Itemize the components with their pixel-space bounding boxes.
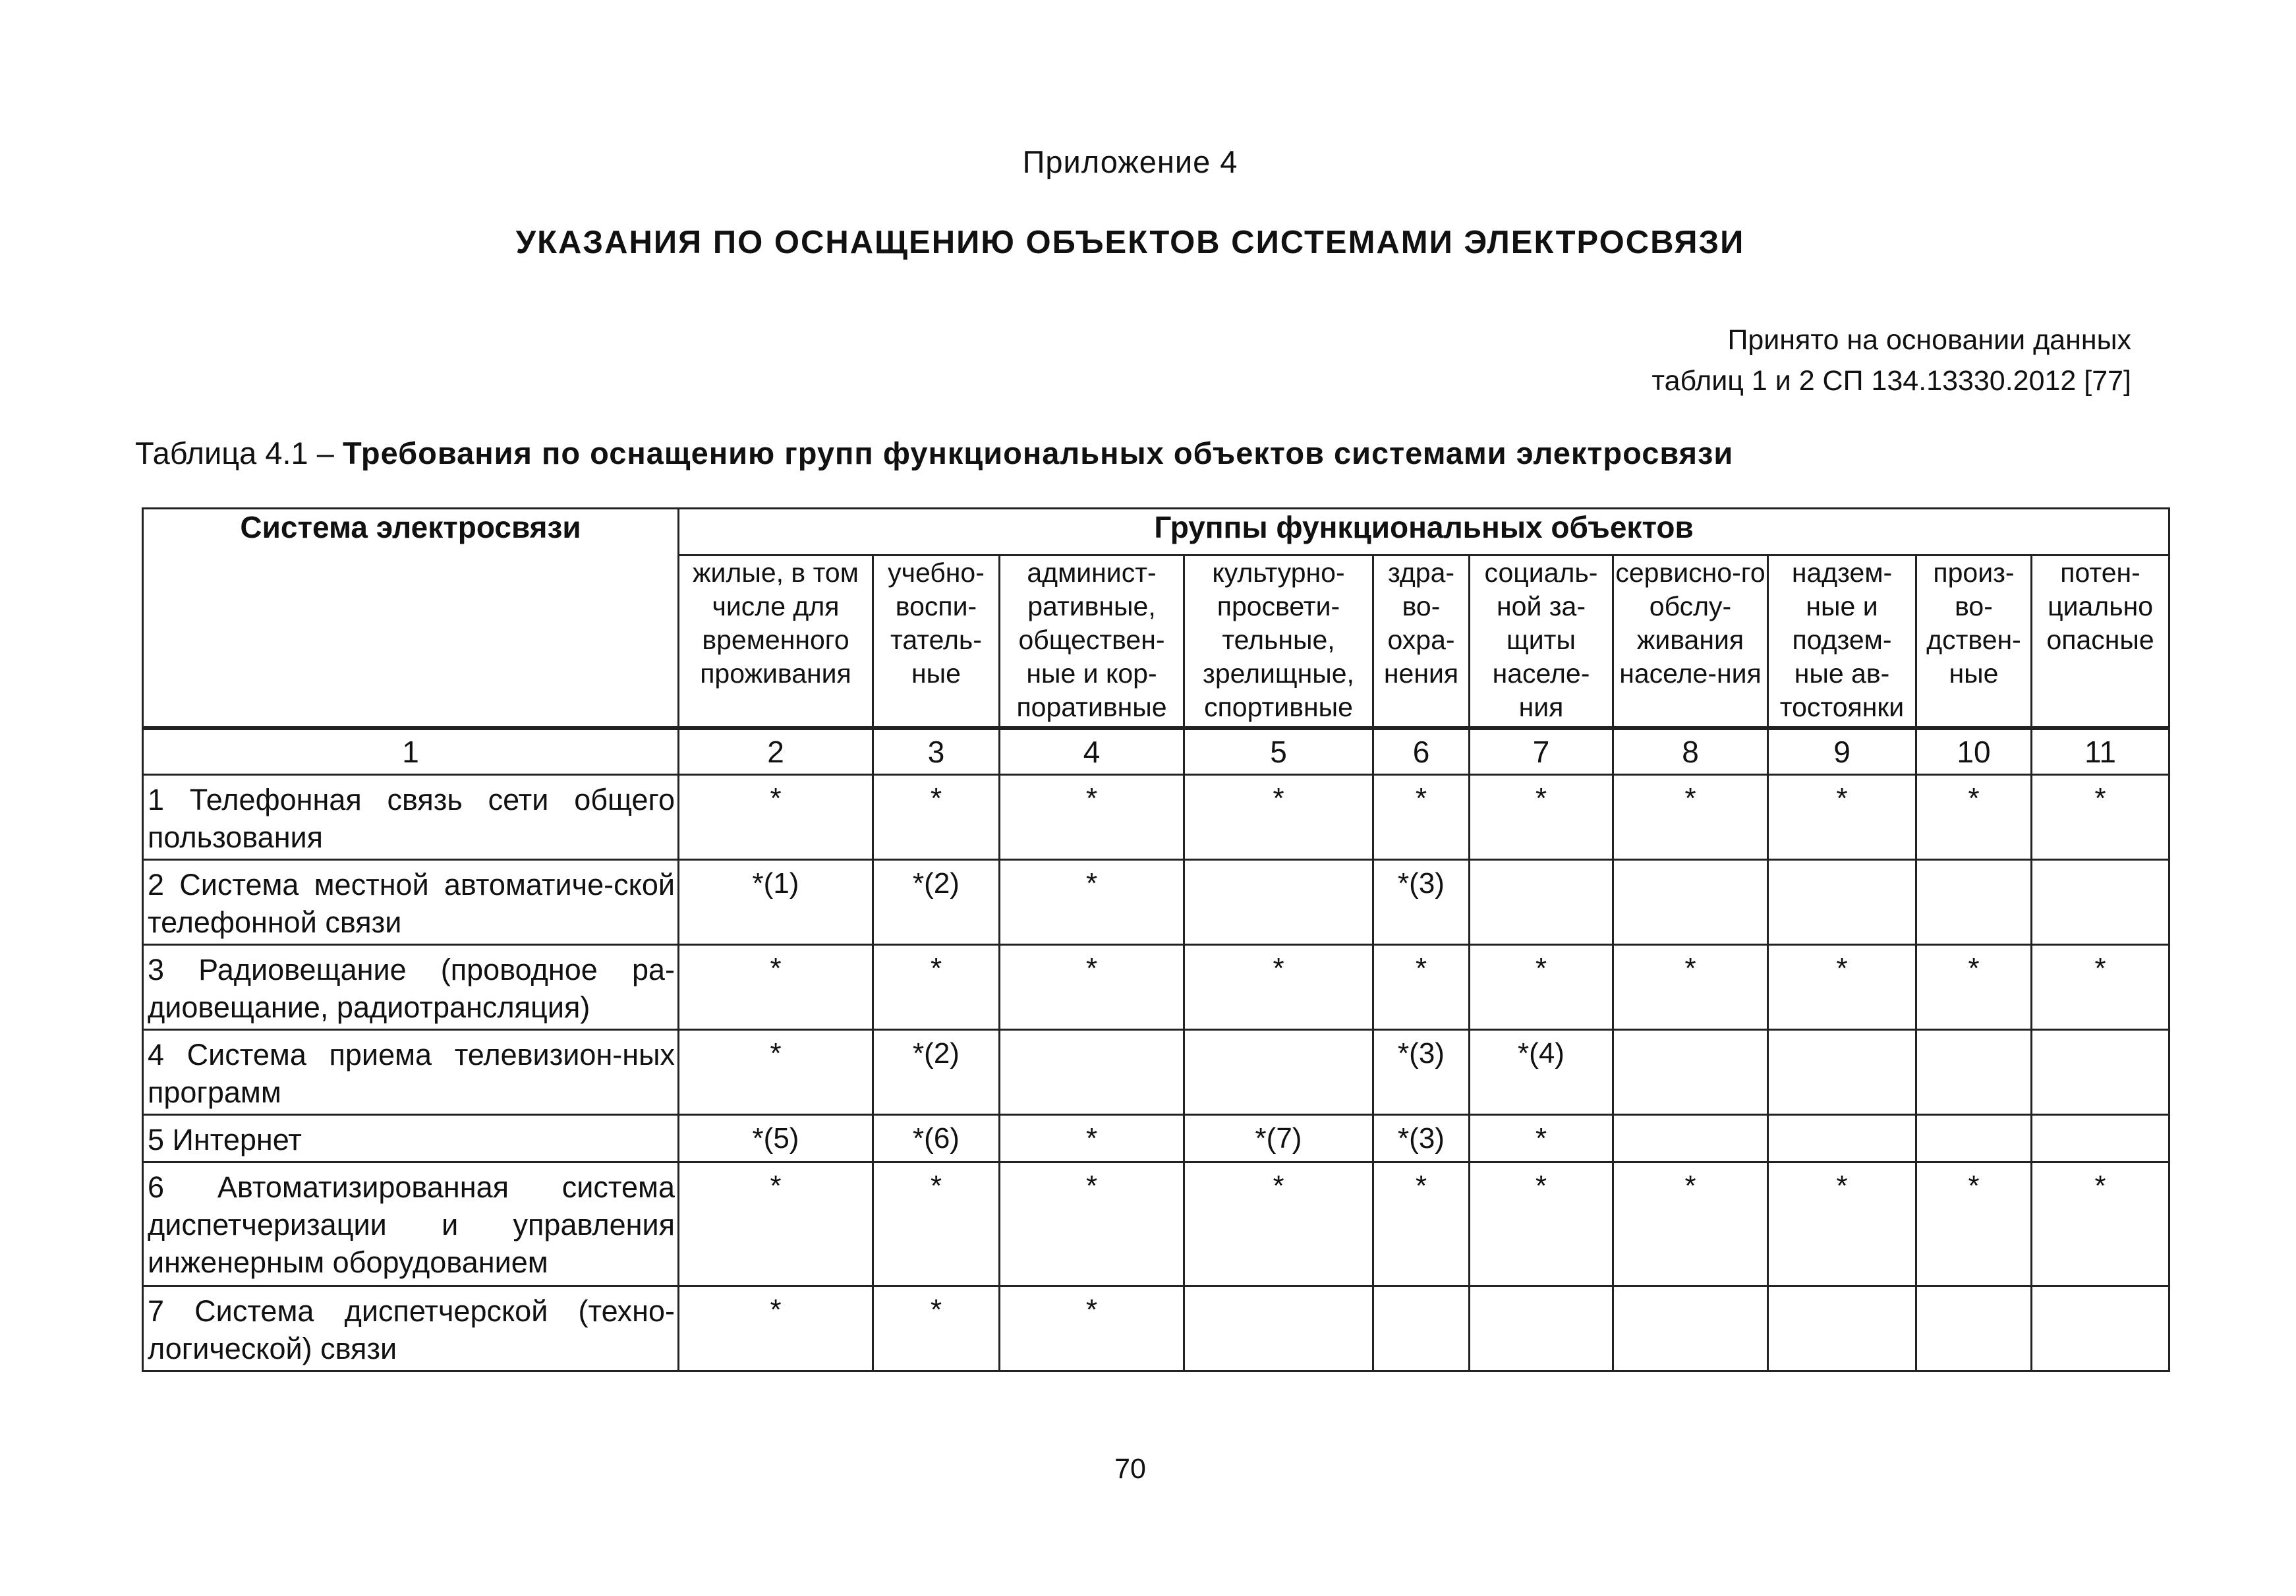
column-number: 3 [873, 728, 1000, 775]
table-cell: * [1768, 945, 1916, 1030]
table-cell: *(3) [1373, 1030, 1470, 1115]
table-cell: * [2032, 775, 2169, 860]
table-cell [1470, 1286, 1613, 1371]
table-cell: * [1768, 775, 1916, 860]
table-cell: * [1613, 775, 1768, 860]
table-cell [1184, 1286, 1373, 1371]
table-cell [1768, 1030, 1916, 1115]
table-cell: * [1184, 1162, 1373, 1286]
table-caption-prefix: Таблица 4.1 – [135, 436, 334, 470]
table-cell [1768, 1115, 1916, 1162]
group-subheader: культурно-просвети-тельные, зрелищные, спортивные [1184, 556, 1373, 729]
source-note-line-2: таблиц 1 и 2 СП 134.13330.2012 [77] [1651, 365, 2131, 397]
row-label: 6 Автоматизированная система диспетчеризации и управления инженерным оборудованием [143, 1162, 679, 1286]
table-cell: * [679, 945, 873, 1030]
source-note-line-1: Принято на основании данных [1727, 324, 2131, 356]
table-cell [1916, 860, 2032, 945]
table-cell: * [1000, 1162, 1184, 1286]
table-cell: * [679, 1162, 873, 1286]
column-number: 1 [143, 728, 679, 775]
group-subheader: здра-во-охра-нения [1373, 556, 1470, 729]
table-cell: * [873, 775, 1000, 860]
requirements-table [142, 507, 2170, 1372]
table-caption-title: Требования по оснащению групп функциональных объектов системами электросвязи [342, 436, 1734, 470]
group-subheader: админист-ративные, обществен-ные и кор-поративные [1000, 556, 1184, 729]
row-label: 3 Радиовещание (проводное ра-диовещание, радиотрансляция) [143, 945, 679, 1030]
table-cell: * [1470, 1115, 1613, 1162]
table-cell: * [1916, 945, 2032, 1030]
table-cell: *(6) [873, 1115, 1000, 1162]
table-row [143, 1030, 2169, 1115]
table-cell: * [1768, 1162, 1916, 1286]
table-cell: * [1916, 775, 2032, 860]
table-cell [1768, 1286, 1916, 1371]
column-header-system: Система электросвязи [143, 509, 679, 729]
row-label: 2 Система местной автоматиче-ской телефонной связи [143, 860, 679, 945]
table-cell: * [2032, 945, 2169, 1030]
table-row [143, 860, 2169, 945]
table-cell: * [1000, 945, 1184, 1030]
table-cell: * [1613, 945, 1768, 1030]
table-row [143, 1115, 2169, 1162]
row-label: 7 Система диспетчерской (техно-логической) связи [143, 1286, 679, 1371]
row-label: 4 Система приема телевизион-ных программ [143, 1030, 679, 1115]
table-cell [2032, 1115, 2169, 1162]
table-cell: * [1470, 1162, 1613, 1286]
table-row [143, 1286, 2169, 1371]
table-cell: * [1613, 1162, 1768, 1286]
table-cell [2032, 1030, 2169, 1115]
table-cell [1184, 860, 1373, 945]
group-subheader: учебно-воспи-татель-ные [873, 556, 1000, 729]
table-cell: * [1000, 1115, 1184, 1162]
table-cell: *(2) [873, 860, 1000, 945]
column-header-groups: Группы функциональных объектов [679, 509, 2169, 556]
table-cell: * [1470, 775, 1613, 860]
table-cell: *(3) [1373, 860, 1470, 945]
table-cell [1373, 1286, 1470, 1371]
table-cell: * [1916, 1162, 2032, 1286]
table-cell [1184, 1030, 1373, 1115]
column-number: 7 [1470, 728, 1613, 775]
column-number: 11 [2032, 728, 2169, 775]
column-number: 8 [1613, 728, 1768, 775]
table-cell: * [1000, 775, 1184, 860]
group-subheader: потен-циально опасные [2032, 556, 2169, 729]
table-cell [1916, 1286, 2032, 1371]
table-cell: * [1373, 775, 1470, 860]
row-label: 1 Телефонная связь сети общего пользования [143, 775, 679, 860]
table-cell [1768, 860, 1916, 945]
table-cell: * [679, 1030, 873, 1115]
column-number: 10 [1916, 728, 2032, 775]
table-cell: * [2032, 1162, 2169, 1286]
table-row [143, 775, 2169, 860]
table-cell: * [1184, 775, 1373, 860]
table-cell: * [873, 945, 1000, 1030]
table-cell: *(7) [1184, 1115, 1373, 1162]
table-cell: * [1373, 945, 1470, 1030]
table-cell: * [1000, 860, 1184, 945]
table-cell: *(1) [679, 860, 873, 945]
column-number: 9 [1768, 728, 1916, 775]
column-number: 5 [1184, 728, 1373, 775]
table-cell [1916, 1030, 2032, 1115]
table-cell: *(5) [679, 1115, 873, 1162]
table-cell: * [873, 1162, 1000, 1286]
page-title: УКАЗАНИЯ ПО ОСНАЩЕНИЮ ОБЪЕКТОВ СИСТЕМАМИ ЭЛЕКТРОСВЯЗИ [515, 225, 1745, 260]
column-number: 2 [679, 728, 873, 775]
group-subheader: произ-во-дствен-ные [1916, 556, 2032, 729]
table-cell: *(2) [873, 1030, 1000, 1115]
table-cell [1000, 1030, 1184, 1115]
group-subheader: жилые, в том числе для временного проживания [679, 556, 873, 729]
table-cell [1613, 860, 1768, 945]
table-cell [1613, 1030, 1768, 1115]
table-cell [2032, 860, 2169, 945]
table-caption [135, 435, 1733, 471]
table-cell: * [679, 775, 873, 860]
table-cell [1916, 1115, 2032, 1162]
group-subheader: надзем-ные и подзем-ные ав-тостоянки [1768, 556, 1916, 729]
group-subheader: сервисно-го обслу-живания населе-ния [1613, 556, 1768, 729]
table-cell [2032, 1286, 2169, 1371]
page-number: 70 [1114, 1453, 1146, 1485]
row-label: 5 Интернет [143, 1115, 679, 1162]
source-note [1651, 320, 2131, 401]
appendix-label: Приложение 4 [1022, 144, 1238, 179]
table-cell: *(3) [1373, 1115, 1470, 1162]
column-number: 6 [1373, 728, 1470, 775]
table-cell: * [1184, 945, 1373, 1030]
table-cell [1470, 860, 1613, 945]
table-cell: * [1470, 945, 1613, 1030]
table-cell: * [873, 1286, 1000, 1371]
table-cell [1613, 1286, 1768, 1371]
table-cell: * [1373, 1162, 1470, 1286]
table-cell: * [1000, 1286, 1184, 1371]
column-number: 4 [1000, 728, 1184, 775]
table-cell: * [679, 1286, 873, 1371]
table-row [143, 1162, 2169, 1286]
table-row [143, 945, 2169, 1030]
table-cell [1613, 1115, 1768, 1162]
group-subheader: социаль-ной за-щиты населе-ния [1470, 556, 1613, 729]
table-cell: *(4) [1470, 1030, 1613, 1115]
